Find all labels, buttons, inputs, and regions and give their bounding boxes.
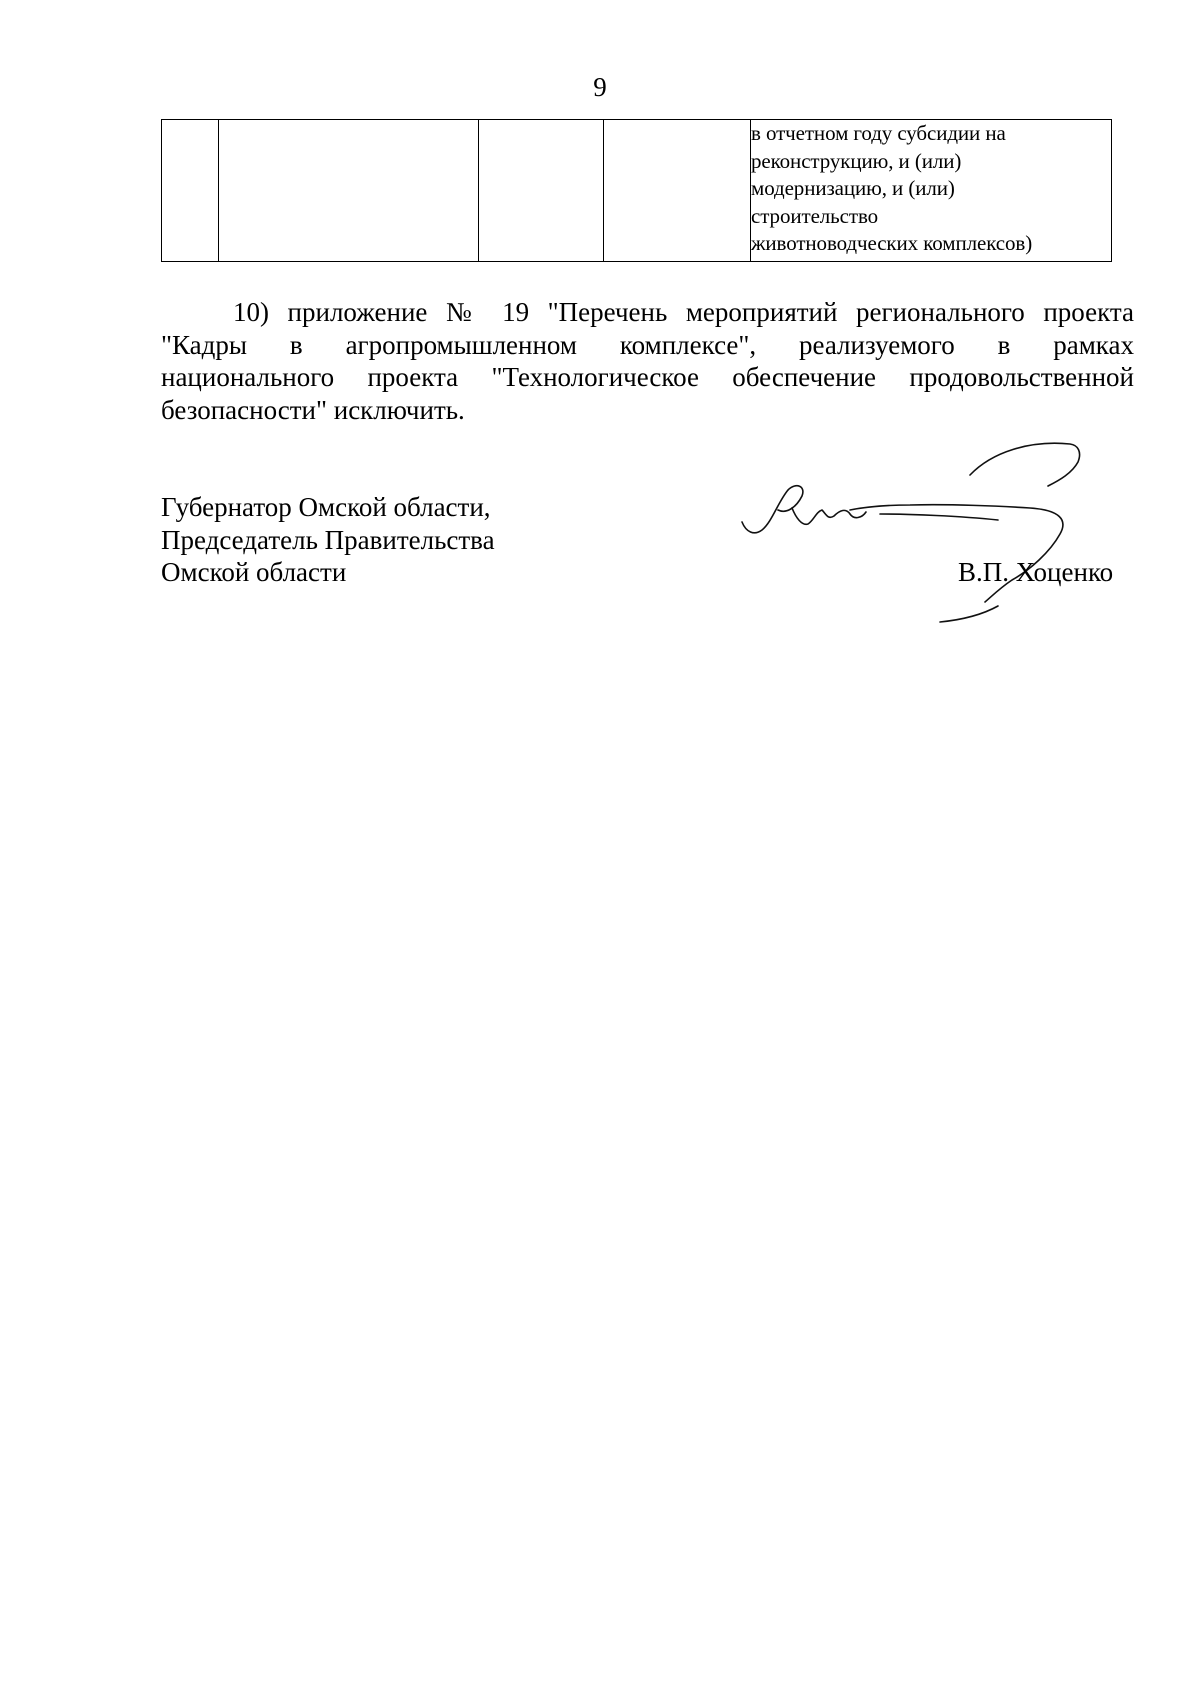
table-cell-empty [219,120,479,262]
signatory-name: В.П. Хоценко [958,557,1114,587]
handwritten-signature [730,430,1110,630]
table-cell-text [751,120,1112,262]
table-cell-empty [479,120,604,262]
table-cell-empty [604,120,751,262]
table-row [162,120,1112,262]
position-line: Председатель Правительства [161,524,495,555]
page-number: 9 [593,72,607,102]
table-cell-empty [162,120,219,262]
table-cell-line: реконструкцию, и (или) [751,148,962,173]
table-cell-line: в отчетном году субсидии на [751,121,1006,145]
paragraph-line: национального проекта "Технологическое обеспечение продовольственной [161,362,1134,392]
continued-table [161,119,1112,262]
table-cell-line: животноводческих комплексов) [751,231,1033,255]
paragraph-line: 10) приложение № 19 "Перечень мероприятий регионального проекта [233,297,1134,327]
paragraph-line: безопасности" исключить. [161,394,465,425]
table-cell-line: модернизацию, и (или) [751,176,955,200]
signatory-position [161,491,495,589]
amendment-paragraph [161,296,1134,426]
paragraph-line: "Кадры в агропромышленном комплексе", реализуемого в рамках [161,329,1134,360]
position-line: Омской области [161,557,347,587]
table-cell-line: строительство [751,203,879,228]
position-line: Губернатор Омской области, [161,492,491,522]
